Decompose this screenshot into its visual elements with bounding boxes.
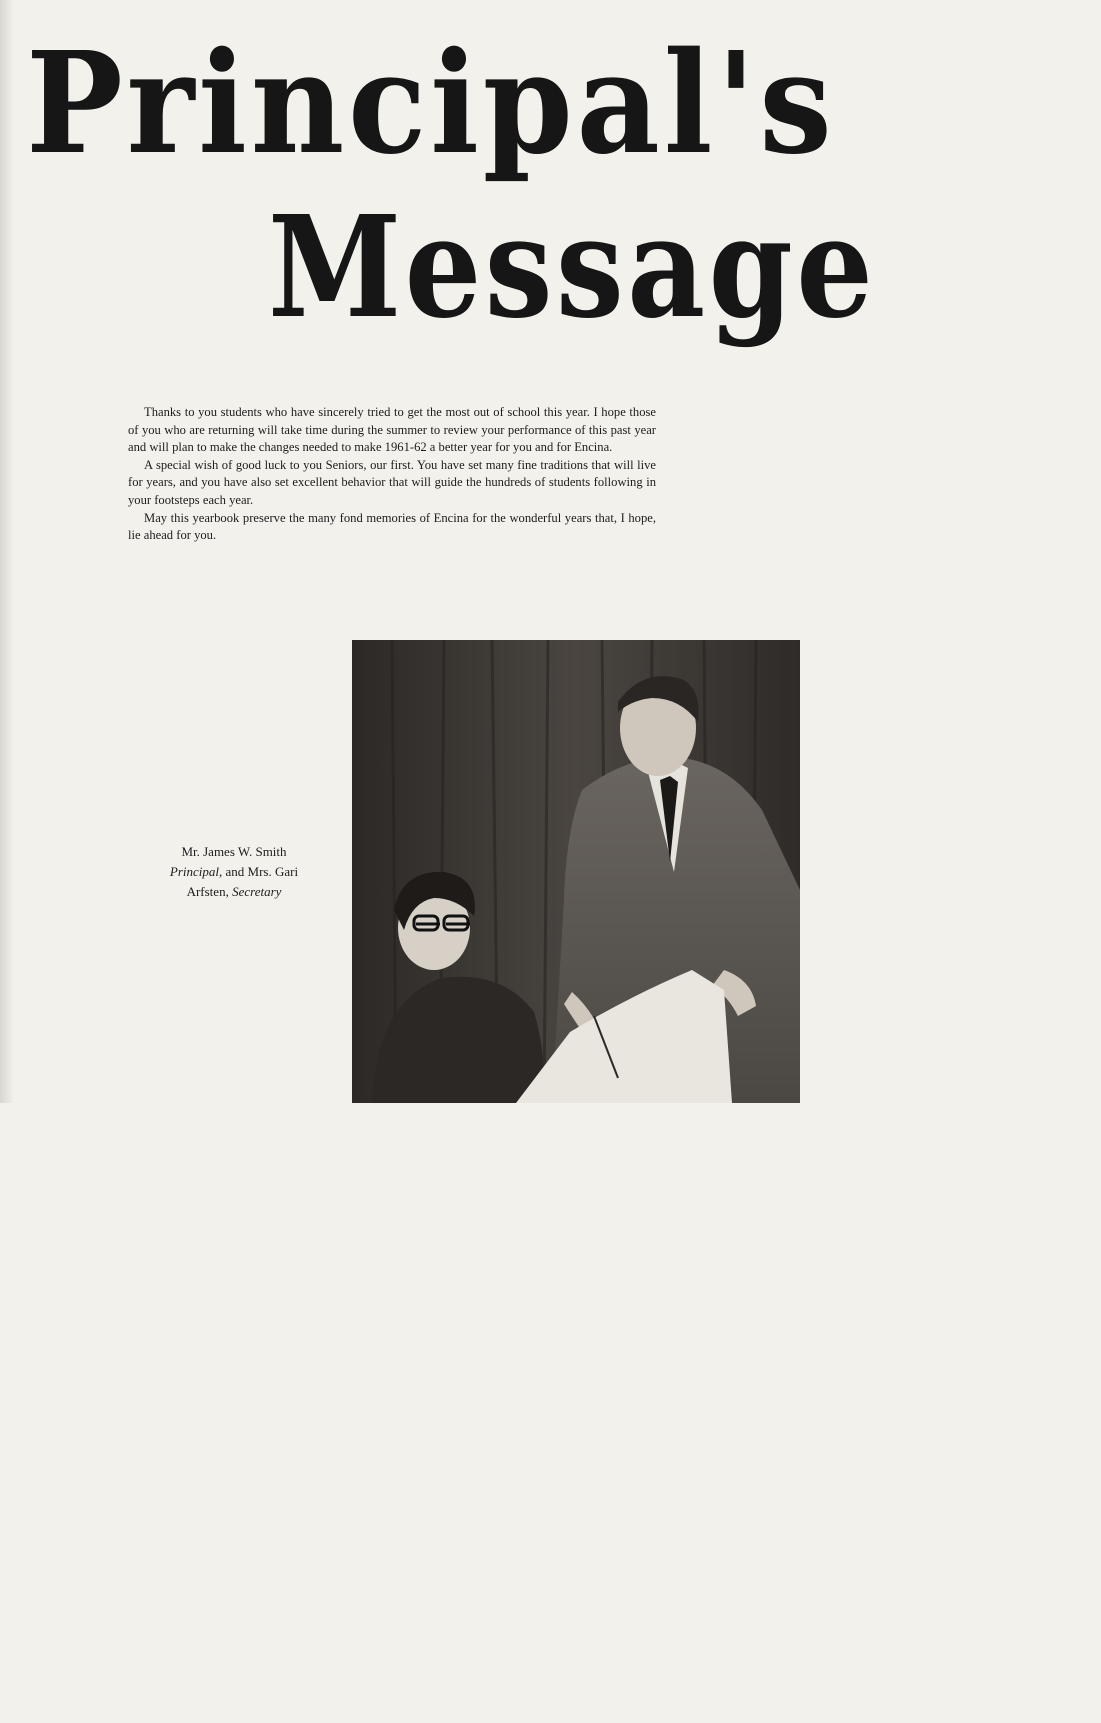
caption-title-principal: Principal, [169,864,223,879]
caption-secretary-name: and Mrs. Gari Arfsten, [186,864,299,899]
caption-name: Mr. James W. Smith [181,844,287,859]
principal-message [128,404,656,545]
page-title-line-1: Principal's [26,22,836,186]
photo-illustration [352,640,800,1103]
message-paragraph-3: May this yearbook preserve the many fond memories of Encina for the wonderful years that, I hope, lie ahead for you. [128,510,656,543]
photo-caption [150,842,318,902]
caption-title-secretary: Secretary [232,884,282,899]
page-number: 9 [1090,1704,1101,1723]
page-edge [0,0,14,1103]
principal-photo [352,640,1101,1723]
message-paragraph-2: A special wish of good luck to you Seniors, our first. You have set many fine traditions that will live for years, and you have also set excellent behavior that will guide the hundreds of students following in your footsteps each year. [128,457,656,507]
page-title-line-2: Message [268,186,877,350]
message-paragraph-1: Thanks to you students who have sincerely tried to get the most out of school this year. I hope those of you who are returning will take time during the summer to review your performance of this past year and will plan to make the changes needed to make 1961-62 a better year for you and for Encina. [128,405,656,455]
